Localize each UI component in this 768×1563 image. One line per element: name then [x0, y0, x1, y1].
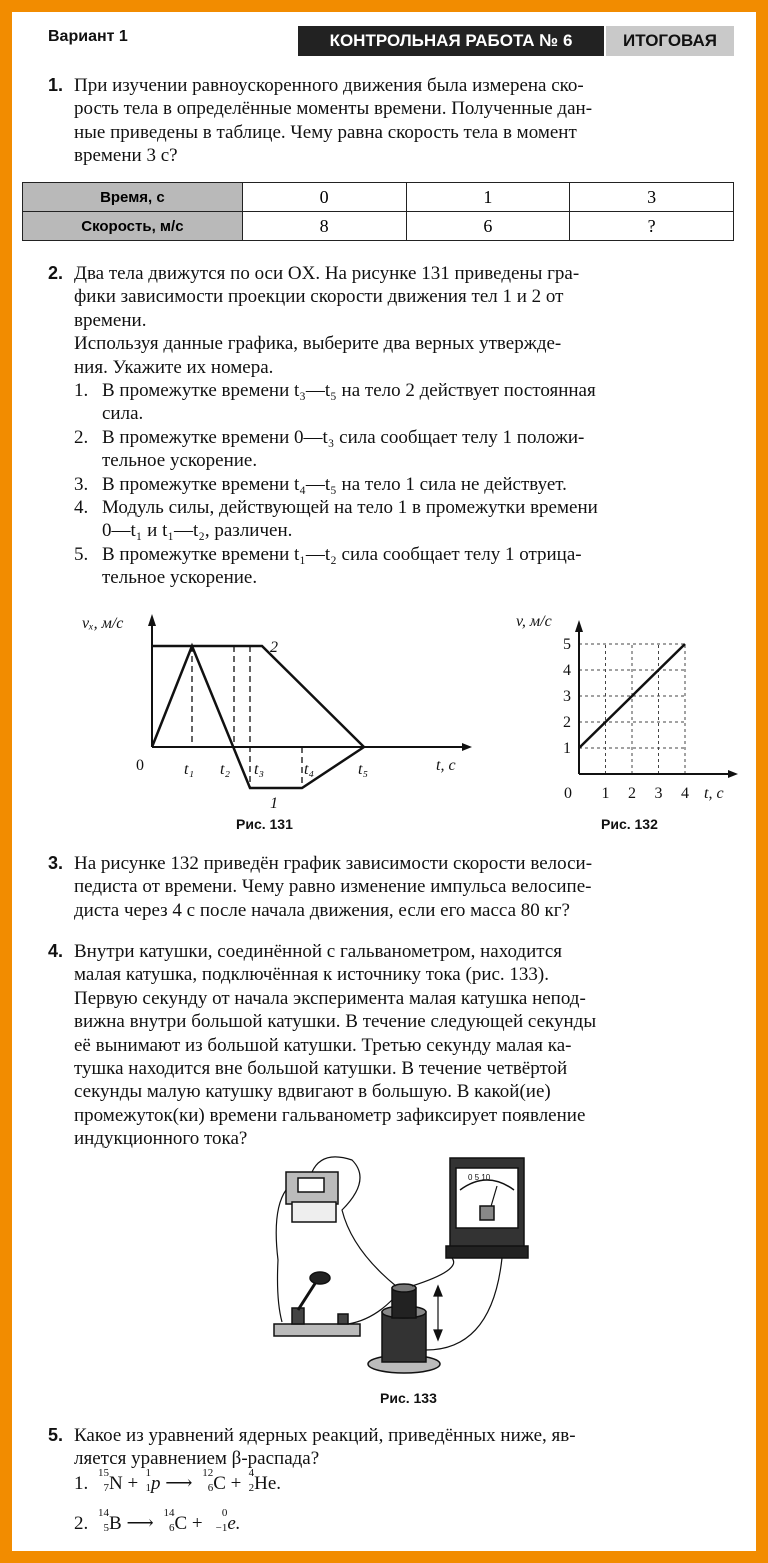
x-tick-label: 2 [628, 785, 636, 802]
text-line: педиста от времени. Чему равно изменение импульса велосипе- [74, 876, 592, 898]
text-line: малая катушка, подключённая к источнику тока (рис. 133). [74, 964, 549, 986]
element-symbol: C [174, 1513, 188, 1534]
question-number: 2. [48, 263, 64, 283]
curve-1-label: 1 [270, 795, 278, 812]
y-tick-label: 3 [563, 688, 571, 705]
text-line: Какое из уравнений ядерных реакций, приведённых ниже, яв- [74, 1425, 576, 1446]
reaction-arrow: ⟶ [165, 1473, 193, 1494]
option-number: 1. [74, 380, 89, 402]
galvanometer-scale: 0 5 10 [468, 1173, 491, 1182]
y-axis-label: vₓ, м/с [82, 615, 124, 632]
mass-number: 1 [145, 1467, 151, 1479]
text-line: В промежутке времени t₁—t₂ сила сообщает телу 1 отрица- [102, 543, 582, 565]
table-row [23, 212, 734, 241]
question-5 [48, 1424, 738, 1471]
table-row [23, 183, 734, 212]
question-number: 3. [48, 853, 64, 873]
equation-number: 2. [74, 1513, 89, 1534]
x-axis-arrow [462, 743, 472, 751]
question-3 [48, 852, 738, 922]
nuclide-index [158, 1507, 175, 1534]
text-line: индукционного тока? [74, 1128, 248, 1150]
element-symbol: He. [254, 1473, 282, 1494]
question-2 [48, 262, 738, 590]
table-cell: 6 [406, 212, 570, 241]
wire [276, 1190, 286, 1322]
table-header-cell: Скорость, м/с [23, 212, 243, 241]
table-cell: 0 [242, 183, 406, 212]
mass-number: 15 [98, 1467, 109, 1479]
text-line: В промежутке времени t₃—t₅ на тело 2 действует постоянная [102, 380, 596, 402]
option-3 [74, 473, 738, 496]
option-2 [74, 426, 738, 473]
charge-number: 5 [103, 1522, 109, 1534]
option-number: 2. [74, 426, 89, 448]
element-symbol: C [213, 1473, 226, 1494]
reaction-arrow: ⟶ [126, 1513, 154, 1534]
x-axis-arrow [728, 770, 738, 778]
x-tick-label: 3 [654, 785, 663, 802]
text-line: её вынимают из большой катушки. Третью секунду малая ка- [74, 1034, 572, 1056]
x-axis-label: t, с [436, 757, 456, 774]
text-line: секунды малую катушку вдвигают в большую. В какой(ие) [74, 1081, 551, 1103]
arrow-down [434, 1330, 442, 1340]
plus-sign: + [127, 1473, 139, 1494]
question-4 [48, 940, 738, 1151]
text-line: тельное ускорение. [102, 567, 258, 589]
text-line: Первую секунду от начала эксперимента малая катушка непод- [74, 987, 586, 1009]
mass-number: 14 [98, 1507, 109, 1519]
text-line: вижна внутри большой катушки. В течение следующей секунды [74, 1011, 597, 1033]
charge-number: −1 [215, 1522, 228, 1534]
y-axis-arrow [575, 620, 583, 632]
mass-number: 4 [248, 1467, 255, 1479]
figure-133-caption: Рис. 133 [380, 1390, 437, 1406]
curve-2 [152, 646, 364, 747]
table-cell: 8 [242, 212, 406, 241]
text-line: На рисунке 132 приведён график зависимости скорости велоси- [74, 853, 593, 874]
option-4 [74, 496, 738, 543]
question-number: 1. [48, 75, 64, 95]
switch-illustration [274, 1272, 360, 1336]
x-tick-label: 1 [601, 785, 610, 802]
text-line: ные приведены в таблице. Чему равна скорость тела в момент [74, 121, 577, 143]
option-number: 5. [74, 543, 89, 565]
particle-symbol: p [150, 1473, 161, 1494]
text-line: тушка находится вне большой катушки. В течение четвёртой [74, 1058, 568, 1080]
nuclide-index [207, 1507, 228, 1534]
tick-label: t₁ [184, 761, 195, 778]
text-line: 0—t₁ и t₁—t₂, различен. [102, 520, 293, 542]
wire [412, 1258, 454, 1286]
origin-label: 0 [564, 785, 572, 802]
charge-number: 7 [103, 1482, 109, 1494]
chart-grid [579, 644, 685, 774]
power-source-illustration [286, 1172, 338, 1222]
plus-sign: + [230, 1473, 242, 1494]
x-tick-label: 4 [681, 785, 689, 802]
y-tick-label: 5 [563, 636, 571, 653]
question-number: 5. [48, 1425, 64, 1445]
text-line: тельное ускорение. [102, 450, 258, 472]
y-axis-label: v, м/с [516, 613, 552, 630]
figure-131-caption: Рис. 131 [236, 816, 293, 832]
nuclide-index [93, 1507, 109, 1534]
text-line: промежуток(ки) времени гальванометр зафиксирует появление [74, 1104, 586, 1126]
nuclide-index [143, 1467, 151, 1494]
text-line: рость тела в определённые моменты времени. Полученные дан- [74, 98, 593, 120]
text-line: Два тела движутся по оси OX. На рисунке 131 приведены гра- [74, 263, 580, 284]
charge-number: 1 [145, 1482, 151, 1494]
option-1 [74, 379, 738, 426]
equation-1 [74, 1467, 282, 1495]
text-line: времени 3 с? [74, 145, 178, 167]
speed-table [22, 182, 734, 241]
text-line: В промежутке времени t₄—t₅ на тело 1 сила не действует. [102, 473, 567, 495]
option-number: 3. [74, 473, 89, 495]
mass-number: 14 [163, 1507, 175, 1519]
equation-number: 1. [74, 1473, 89, 1494]
charge-number: 6 [207, 1482, 214, 1494]
variant-label: Вариант 1 [48, 28, 128, 45]
tick-label: t₅ [358, 761, 369, 778]
tick-label: t₂ [220, 761, 231, 778]
tick-label: t₄ [304, 761, 315, 778]
mass-number: 0 [221, 1507, 228, 1519]
plus-sign: + [191, 1513, 203, 1534]
y-axis-arrow [148, 614, 156, 626]
charge-number: 6 [168, 1522, 175, 1534]
table-header-cell: Время, с [23, 183, 243, 212]
text-line: сила. [102, 403, 144, 425]
option-5 [74, 543, 738, 590]
text-line: При изучении равноускоренного движения была измерена ско- [74, 75, 584, 96]
figure-132 [500, 604, 750, 814]
charge-number: 2 [248, 1482, 255, 1494]
text-line: Используя данные графика, выберите два верных утвержде- [74, 333, 562, 355]
equation-2 [74, 1507, 241, 1535]
y-tick-label: 2 [563, 714, 571, 731]
coils-illustration [368, 1284, 440, 1373]
text-line: времени. [74, 309, 147, 331]
nuclide-index [93, 1467, 109, 1494]
nuclide-index [246, 1467, 255, 1494]
option-number: 4. [74, 497, 89, 519]
curve-2-label: 2 [270, 639, 278, 656]
text-line: Модуль силы, действующей на тело 1 в промежутки времени [102, 497, 598, 519]
element-symbol: N [109, 1473, 123, 1494]
table-cell: 3 [570, 183, 734, 212]
element-symbol: B [109, 1513, 122, 1534]
text-line: ляется уравнением β-распада? [74, 1448, 320, 1470]
text-line: диста через 4 с после начала движения, если его масса 80 кг? [74, 899, 570, 921]
tick-label: t₃ [254, 761, 265, 778]
origin-label: 0 [136, 757, 144, 774]
text-line: В промежутке времени 0—t₃ сила сообщает телу 1 положи- [102, 426, 585, 448]
text-line: ния. Укажите их номера. [74, 356, 274, 378]
text-line: фики зависимости проекции скорости движения тел 1 и 2 от [74, 286, 564, 308]
final-badge: ИТОГОВАЯ [606, 26, 734, 56]
figure-132-caption: Рис. 132 [601, 816, 658, 832]
table-cell: 1 [406, 183, 570, 212]
mass-number: 12 [202, 1467, 214, 1479]
test-title: КОНТРОЛЬНАЯ РАБОТА № 6 [298, 26, 604, 56]
table-cell: ? [570, 212, 734, 241]
y-tick-label: 1 [563, 740, 571, 757]
question-number: 4. [48, 941, 64, 961]
arrow-up [434, 1286, 442, 1296]
figure-131 [70, 604, 490, 834]
particle-symbol: e. [227, 1513, 241, 1534]
x-axis-label: t, с [704, 785, 724, 802]
text-line: Внутри катушки, соединённой с гальванометром, находится [74, 941, 563, 962]
figure-133 [262, 1150, 542, 1390]
question-1 [48, 74, 738, 168]
nuclide-index [197, 1467, 214, 1494]
y-tick-label: 4 [563, 662, 571, 679]
